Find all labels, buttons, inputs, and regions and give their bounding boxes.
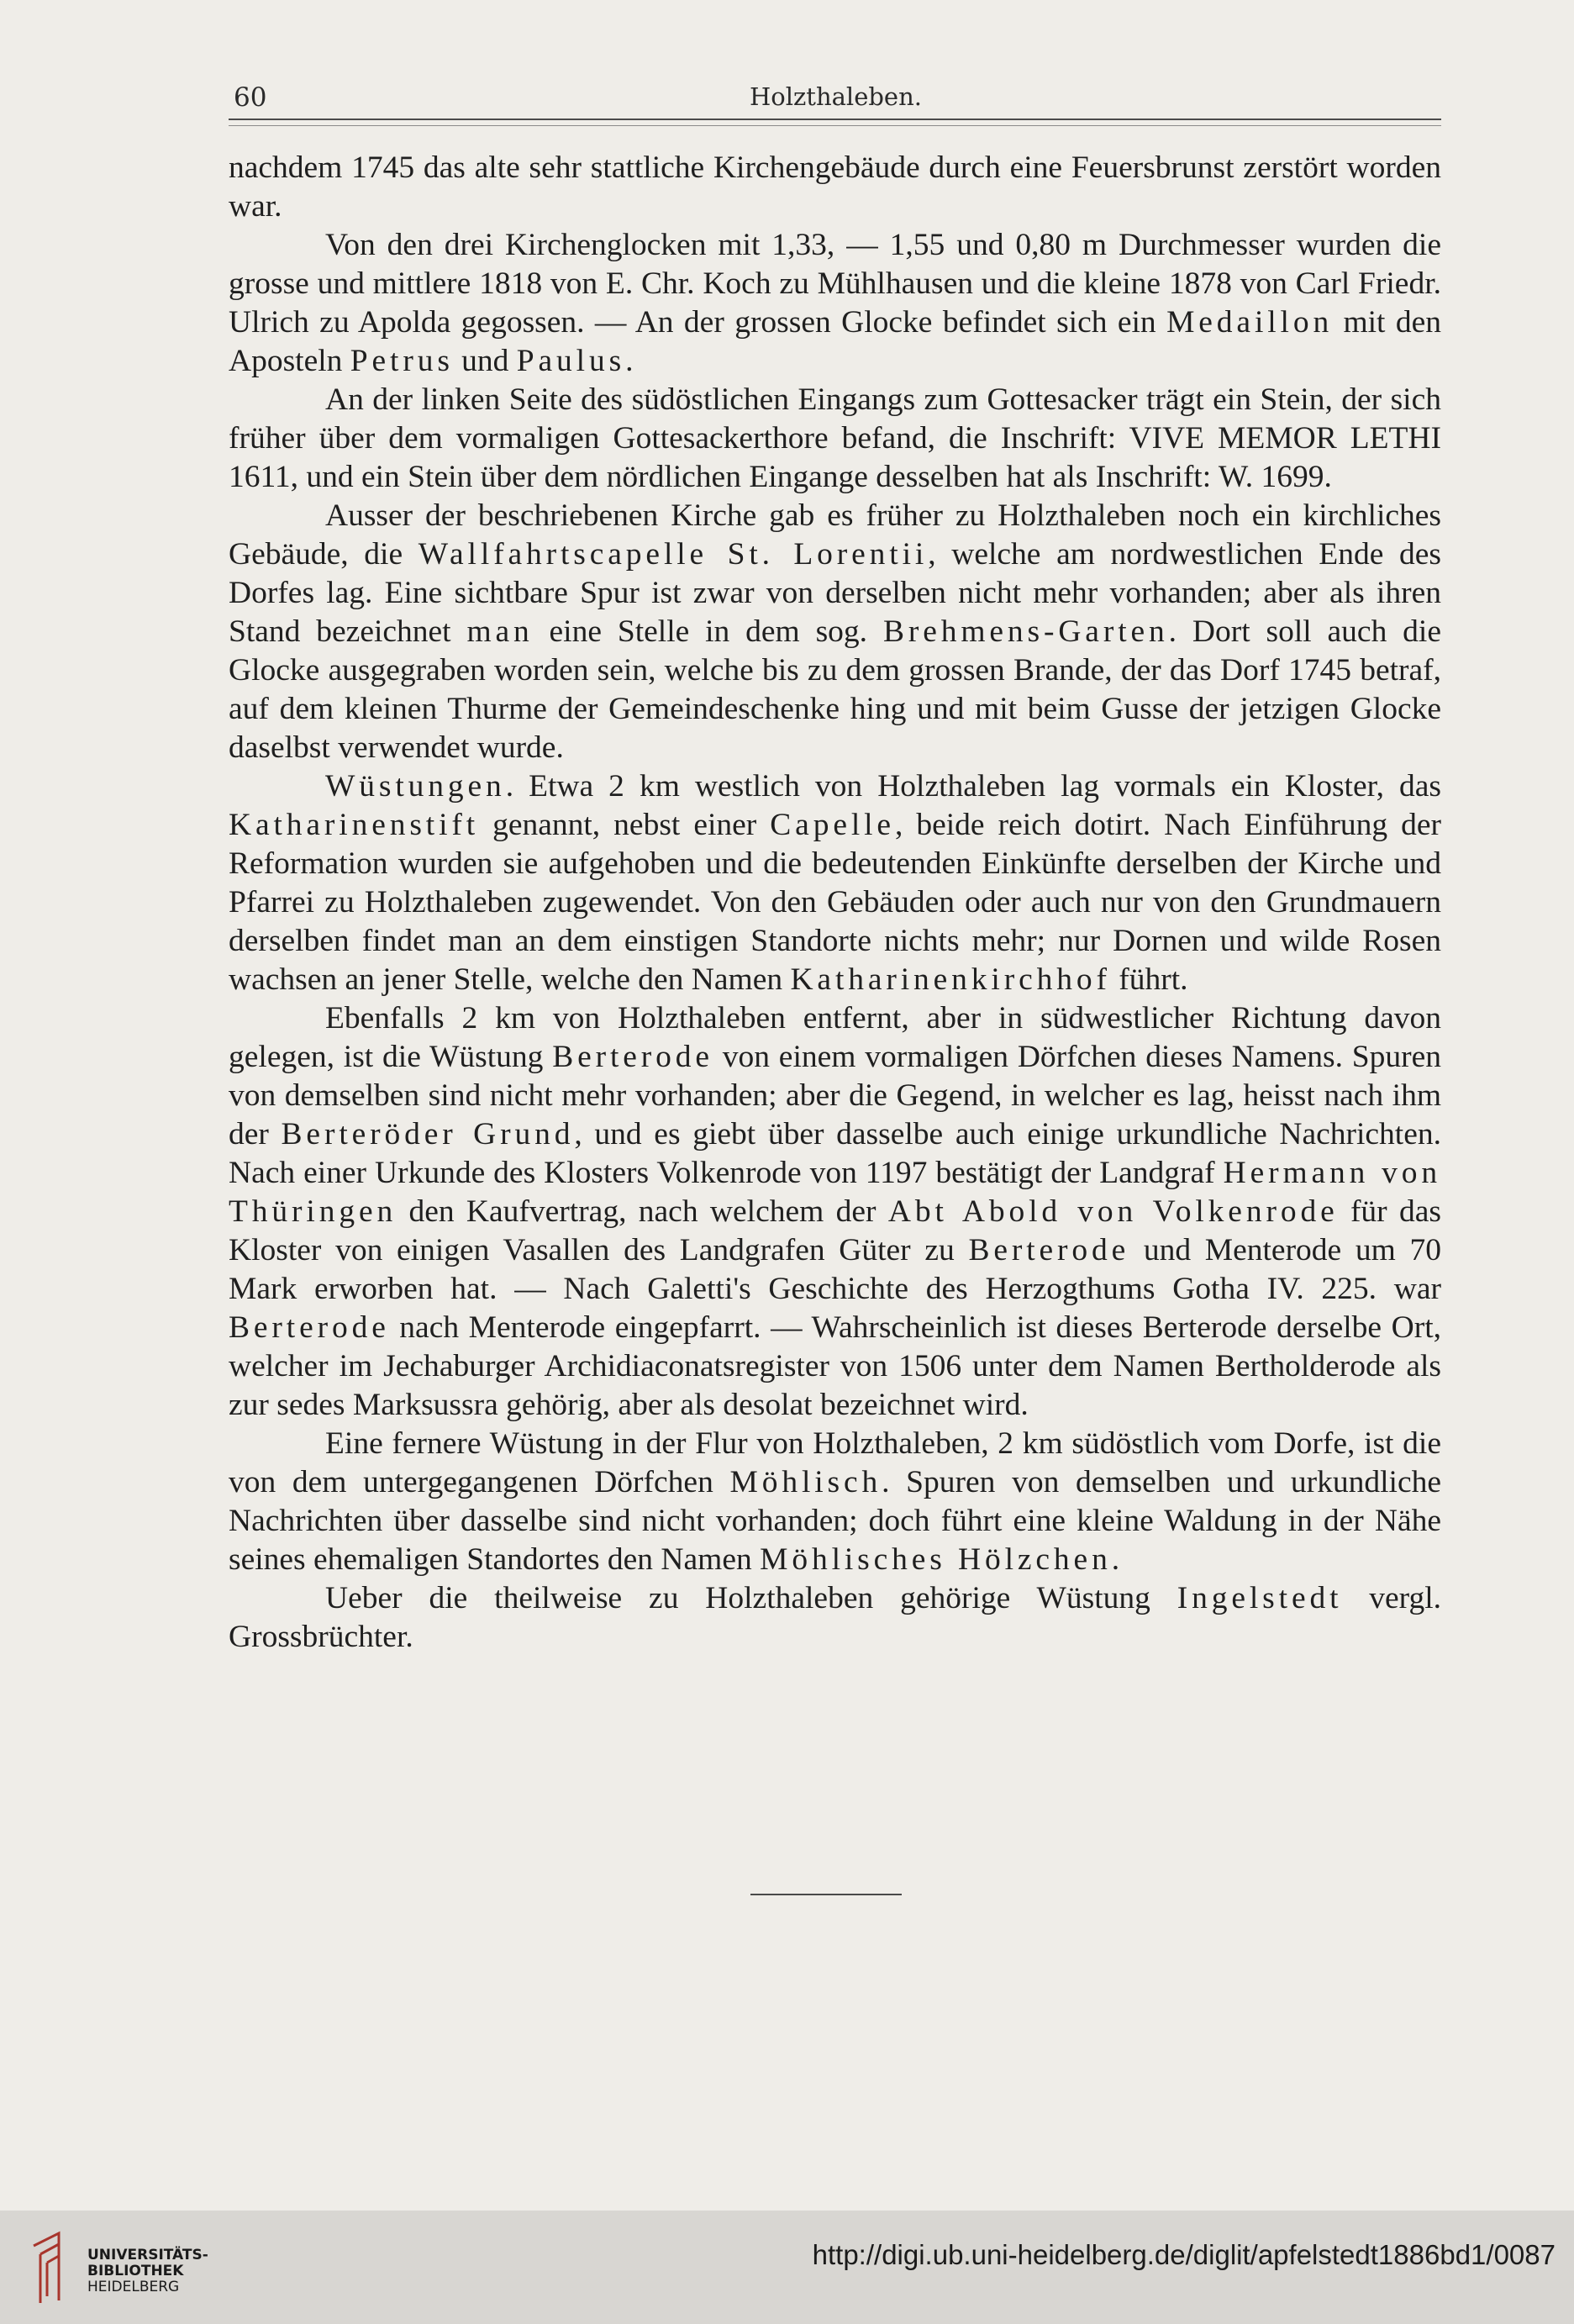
text-run: . Dort soll auch die Glocke ausgegraben worden sein, welche bis zu dem grossen Brande, der das Dorf 1745 betraf, auf dem kleinen Thurme der Gemeindeschenke hing und mit beim Gusse der jetzigen Glocke daselbst verwendet wurde. bbox=[229, 614, 1441, 765]
header-rule-thin bbox=[229, 125, 1441, 126]
text-run: vergl. Grossbrüchter. bbox=[229, 1581, 1442, 1654]
spaced-emphasis-text: Abt Abold von Volkenrode bbox=[887, 1194, 1339, 1229]
source-url-link[interactable]: http://digi.ub.uni-heidelberg.de/diglit/apfelstedt1886bd1/0087 bbox=[812, 2239, 1556, 2270]
text-run: für das Kloster von einigen Vasallen des Landgrafen Güter zu bbox=[229, 1194, 1441, 1267]
text-run: führt. bbox=[1110, 962, 1188, 997]
text-run: von einem vormaligen Dörfchen dieses Namens. Spuren von demselben sind nicht mehr vorhanden; aber die Gegend, in welcher es lag, heisst nach ihm der bbox=[229, 1040, 1441, 1151]
spaced-emphasis-text: man bbox=[466, 614, 534, 649]
spaced-emphasis-text: Berterode bbox=[229, 1310, 390, 1345]
header-rule bbox=[229, 119, 1441, 120]
paragraph bbox=[229, 149, 1441, 226]
spaced-emphasis-text: Wallfahrtscapelle St. Lorentii bbox=[418, 537, 929, 572]
text-run: , welche am nordwestlichen Ende des Dorfes lag. Eine sichtbare Spur ist zwar von derselben nicht mehr vorhanden; aber als ihren Stand bezeichnet bbox=[229, 537, 1441, 649]
text-run: Ausser der beschriebenen Kirche gab es früher zu Holzthaleben noch ein kirchliches Gebäude, die bbox=[229, 498, 1441, 572]
page-number: 60 bbox=[234, 82, 267, 113]
text-run: . Spuren von demselben und urkundliche Nachrichten über dasselbe sind nicht vorhanden; doch führt eine kleine Waldung in der Nähe seines ehemaligen Standortes den Namen bbox=[229, 1465, 1442, 1577]
text-run: , und es giebt über dasselbe auch einige urkundliche Nachrichten. Nach einer Urkunde des Klosters Volkenrode von 1197 bestätigt der Landgraf bbox=[229, 1117, 1441, 1190]
paragraph bbox=[229, 1579, 1441, 1657]
paragraph bbox=[229, 381, 1441, 497]
library-name-line3: HEIDELBERG bbox=[87, 2279, 180, 2295]
paragraph bbox=[229, 226, 1441, 381]
text-run: den Kaufvertrag, nach welchem der bbox=[397, 1194, 888, 1229]
text-run: , beide reich dotirt. Nach Einführung der Reformation wurden sie aufgehoben und die bedeutenden Einkünfte derselben der Kirche und Pfarrei zu Holzthaleben zugewendet. Von den Gebäuden oder auch nur von den Grundmauern derselben findet man an dem einstigen Standorte nichts mehr; nur Dornen und wilde Rosen wachsen an jener Stelle, welche den Namen bbox=[229, 808, 1441, 997]
spaced-emphasis-text: Paulus bbox=[516, 344, 626, 378]
spaced-emphasis-text: Petrus bbox=[350, 344, 454, 378]
text-run: Von den drei Kirchenglocken mit 1,33, — 1,55 und 0,80 m Durchmesser wurden die grosse und mittlere 1818 von E. Chr. Koch zu Mühlhausen und die kleine 1878 von Carl Friedr. Ulrich zu Apolda gegossen. — An der grossen Glocke befindet sich ein bbox=[229, 228, 1441, 340]
text-run: Ueber die theilweise zu Holzthaleben gehörige Wüstung bbox=[325, 1581, 1177, 1615]
library-name-line1: UNIVERSITÄTS- bbox=[87, 2247, 208, 2263]
spaced-emphasis-text: Katharinenkirchhof bbox=[790, 962, 1111, 997]
paragraph bbox=[229, 999, 1441, 1425]
spaced-emphasis-text: Möhlisches Hölzchen bbox=[760, 1542, 1112, 1577]
spaced-emphasis-text: Medaillon bbox=[1166, 305, 1334, 340]
text-run: genannt, nebst einer bbox=[479, 808, 771, 842]
text-run: und Menterode um 70 Mark erworben hat. — Nach Galetti's Geschichte des Herzogthums Gotha IV. 225. war bbox=[229, 1233, 1441, 1306]
page-header bbox=[229, 82, 1441, 119]
spaced-emphasis-text: Hermann von Thüringen bbox=[229, 1156, 1441, 1229]
text-run: Ebenfalls 2 km von Holzthaleben entfernt, aber in südwestlicher Richtung davon gelegen, ist die Wüstung bbox=[229, 1001, 1441, 1074]
running-title: Holzthaleben. bbox=[750, 82, 922, 111]
text-run: nachdem 1745 das alte sehr stattliche Kirchengebäude durch eine Feuersbrunst zerstört worden war. bbox=[229, 150, 1441, 224]
end-of-section-rule bbox=[750, 1894, 902, 1895]
spaced-emphasis-text: Wüstungen bbox=[325, 769, 506, 804]
spaced-emphasis-text: Möhlisch bbox=[729, 1465, 882, 1499]
text-run: Eine fernere Wüstung in der Flur von Holzthaleben, 2 km südöstlich vom Dorfe, ist die von dem untergegangenen Dörfchen bbox=[229, 1426, 1441, 1499]
body-text bbox=[229, 149, 1441, 1657]
spaced-emphasis-text: Katharinenstift bbox=[229, 808, 480, 842]
library-name bbox=[87, 2248, 208, 2295]
spaced-emphasis-text: Brehmens-Garten bbox=[882, 614, 1169, 649]
spaced-emphasis-text: Capelle bbox=[770, 808, 895, 842]
text-run: An der linken Seite des südöstlichen Eingangs zum Gottesacker trägt ein Stein, der sich früher über dem vormaligen Gottesackerthore befand, die Inschrift: VIVE MEMOR LETHI 1611, und ein Stein über dem nördlichen Eingange desselben hat als Inschrift: W. 1699. bbox=[229, 382, 1441, 494]
library-logo-icon bbox=[25, 2229, 92, 2306]
spaced-emphasis-text: Berterode bbox=[968, 1233, 1130, 1267]
spaced-emphasis-text: Berterode bbox=[552, 1040, 713, 1074]
paragraph bbox=[229, 767, 1441, 999]
spaced-emphasis-text: Berteröder Grund bbox=[281, 1117, 575, 1151]
text-run: . bbox=[625, 344, 634, 378]
text-run: mit den Aposteln bbox=[229, 305, 1441, 378]
text-run: . bbox=[1111, 1542, 1120, 1577]
text-run: . Etwa 2 km westlich von Holzthaleben lag vormals ein Kloster, das bbox=[505, 769, 1441, 804]
text-run: eine Stelle in dem sog. bbox=[533, 614, 883, 649]
library-name-line2: BIBLIOTHEK bbox=[87, 2263, 184, 2279]
text-run: nach Menterode eingepfarrt. — Wahrscheinlich ist dieses Berterode derselbe Ort, welcher im Jechaburger Archidiaconatsregister von 1506 unter dem Namen Bertholderode als zur sedes Marksussra gehörig, aber als desolat bezeichnet wird. bbox=[229, 1310, 1441, 1422]
text-run: und bbox=[453, 344, 517, 378]
paragraph bbox=[229, 497, 1441, 767]
spaced-emphasis-text: Ingelstedt bbox=[1177, 1581, 1343, 1615]
footer-bar bbox=[0, 2211, 1574, 2324]
paragraph bbox=[229, 1425, 1441, 1579]
